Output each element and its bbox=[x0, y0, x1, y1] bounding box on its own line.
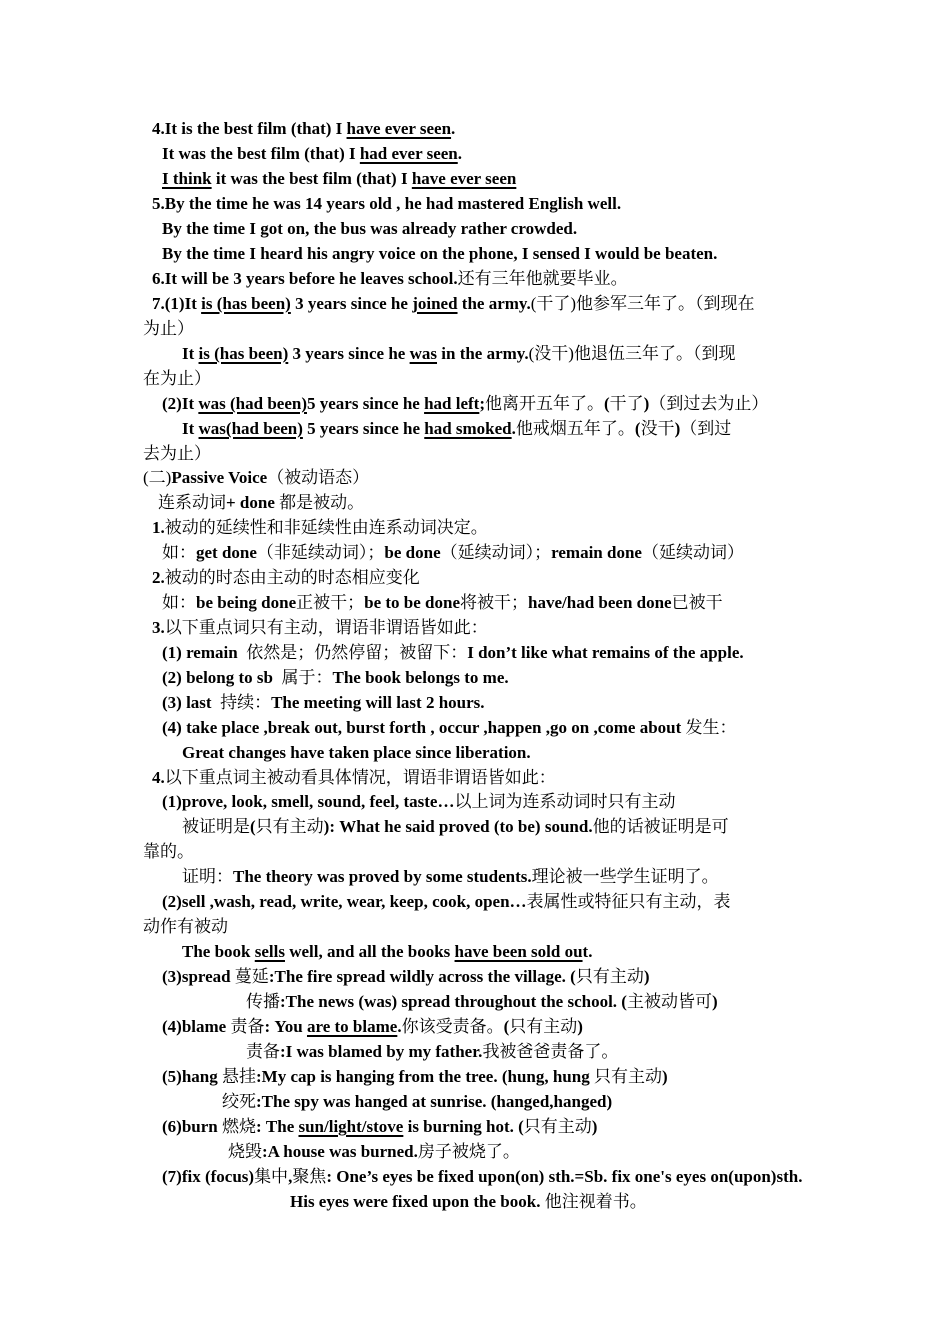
text-segment: 连系动词 bbox=[158, 493, 226, 512]
text-segment: : The bbox=[255, 1117, 299, 1136]
text-segment: 理论被一些学生证明了。 bbox=[531, 867, 719, 886]
text-line bbox=[162, 667, 509, 689]
text-segment: （被动语态） bbox=[267, 468, 370, 487]
text-segment: + done bbox=[226, 493, 280, 512]
text-segment: 6.It will be 3 years before he leaves school. bbox=[152, 269, 458, 288]
text-line bbox=[152, 118, 455, 140]
text-line bbox=[182, 418, 731, 440]
text-segment: (干了)他参军三年了。（到现在 bbox=[530, 294, 755, 313]
text-line bbox=[162, 218, 577, 240]
text-line bbox=[162, 791, 675, 813]
text-segment: (二) bbox=[143, 468, 172, 487]
text-segment: :The spy was hanged at sunrise. (hanged,hanged) bbox=[256, 1092, 613, 1111]
text-line bbox=[162, 393, 768, 415]
underlined-text: have ever seen bbox=[411, 169, 517, 188]
text-segment: in the army. bbox=[437, 344, 529, 363]
text-segment: 已被干 bbox=[671, 593, 723, 612]
underlined-text: have ever seen bbox=[346, 119, 452, 138]
text-segment: It bbox=[182, 419, 199, 438]
text-segment: ) bbox=[674, 419, 681, 438]
text-segment: 传播 bbox=[246, 992, 280, 1011]
text-segment: 责备 bbox=[246, 1042, 280, 1061]
text-line bbox=[152, 517, 488, 539]
text-segment: 只有主动 bbox=[523, 1117, 592, 1136]
text-line bbox=[290, 1191, 647, 1213]
text-line bbox=[182, 742, 531, 764]
text-segment: (4) take place ,break out, burst forth , occur ,happen ,go on ,come about bbox=[162, 718, 686, 737]
text-segment: 将被干； bbox=[460, 593, 529, 612]
text-line bbox=[162, 692, 485, 714]
text-segment: well, and all the books bbox=[284, 942, 455, 961]
text-segment: 烧毁 bbox=[228, 1142, 262, 1161]
text-segment: 我被爸爸责备了。 bbox=[482, 1042, 619, 1061]
text-segment: 2. bbox=[152, 568, 165, 587]
text-line bbox=[152, 767, 556, 789]
text-segment: 只有主动 bbox=[509, 1017, 578, 1036]
text-segment: （延续动词）； bbox=[440, 543, 552, 562]
text-segment: By the time I heard his angry voice on the phone, I sensed I would be beaten. bbox=[162, 244, 718, 263]
text-segment: 属于： bbox=[277, 668, 333, 687]
text-segment: 干了 bbox=[609, 394, 644, 413]
text-line bbox=[143, 916, 228, 938]
text-segment: 还有三年他就要毕业。 bbox=[457, 269, 628, 288]
text-segment: 5.By the time he was 14 years old , he had mastered English well. bbox=[152, 194, 622, 213]
text-segment: 只有主动 bbox=[255, 817, 324, 836]
text-line bbox=[162, 143, 462, 165]
underlined-text: is (has been) bbox=[201, 294, 291, 313]
text-line bbox=[222, 1091, 612, 1113]
text-segment: . bbox=[511, 419, 516, 438]
text-segment: 被证明是 bbox=[182, 817, 250, 836]
text-segment: 责备 bbox=[230, 1017, 265, 1036]
text-line bbox=[162, 1016, 583, 1038]
text-line bbox=[162, 966, 650, 988]
text-segment: the army. bbox=[457, 294, 531, 313]
text-segment: 在为止） bbox=[143, 369, 211, 388]
text-segment: ): bbox=[323, 817, 335, 836]
text-segment: is burning hot. ( bbox=[403, 1117, 524, 1136]
underlined-text: have been sold ou bbox=[454, 942, 583, 961]
text-segment: The theory was proved by some students. bbox=[233, 867, 532, 886]
underlined-text: joined bbox=[412, 294, 458, 313]
text-segment: (7)fix (focus) bbox=[162, 1167, 255, 1186]
text-segment: 7.(1)It bbox=[152, 294, 202, 313]
text-segment: Passive Voice bbox=[171, 468, 268, 487]
text-segment: What he said proved (to be) sound. bbox=[335, 817, 593, 836]
text-line bbox=[162, 642, 744, 664]
text-segment: 为止） bbox=[143, 319, 194, 338]
text-line bbox=[228, 1141, 520, 1163]
text-segment: 证明： bbox=[182, 867, 233, 886]
text-line bbox=[162, 891, 731, 913]
text-segment: The meeting will last 2 hours. bbox=[271, 693, 485, 712]
text-segment: be to be done bbox=[364, 593, 461, 612]
underlined-text: are to blame bbox=[306, 1017, 398, 1036]
text-segment: 没干 bbox=[640, 419, 675, 438]
text-segment: 1. bbox=[152, 518, 165, 537]
text-segment: ) bbox=[591, 1117, 598, 1136]
text-segment: :I was blamed by my father. bbox=[280, 1042, 483, 1061]
text-segment: 发生： bbox=[685, 718, 737, 737]
underlined-text: had ever seen bbox=[359, 144, 458, 163]
text-segment: ( bbox=[250, 817, 256, 836]
underlined-text: had left bbox=[424, 394, 480, 413]
text-line bbox=[162, 168, 516, 190]
text-segment: 他戒烟五年了。 bbox=[515, 419, 635, 438]
text-segment: (1) remain bbox=[162, 643, 242, 662]
text-segment: , bbox=[288, 1167, 293, 1186]
text-line bbox=[162, 542, 744, 564]
text-segment: 聚焦 bbox=[292, 1167, 327, 1186]
underlined-text: was(had been) bbox=[198, 419, 303, 438]
text-segment: 集中 bbox=[254, 1167, 289, 1186]
text-segment: (2) belong to sb bbox=[162, 668, 278, 687]
underlined-text: was (had been) bbox=[198, 394, 307, 413]
text-segment: be done bbox=[384, 543, 441, 562]
text-segment: have/had been done bbox=[528, 593, 672, 612]
text-segment: 正被干； bbox=[296, 593, 365, 612]
text-segment: 被动的延续性和非延续性由连系动词决定。 bbox=[164, 518, 488, 537]
text-segment: get done bbox=[196, 543, 257, 562]
text-segment: 你该受责备。 bbox=[401, 1017, 504, 1036]
text-line bbox=[143, 318, 194, 340]
text-segment: 如： bbox=[162, 543, 196, 562]
text-segment: 只有主动 bbox=[575, 967, 644, 986]
text-segment: 动作有被动 bbox=[143, 917, 228, 936]
text-segment: 5 years since he bbox=[302, 419, 425, 438]
underlined-text: I think bbox=[162, 169, 212, 188]
text-line bbox=[152, 617, 488, 639]
text-segment: It was the best film (that) I bbox=[162, 144, 360, 163]
text-segment: 持续： bbox=[215, 693, 272, 712]
text-line bbox=[152, 268, 628, 290]
text-line bbox=[182, 816, 729, 838]
text-segment: : One’s eyes be fixed upon(on) sth.=Sb. fix one's eyes on(upon)sth. bbox=[326, 1167, 803, 1186]
text-line bbox=[143, 841, 194, 863]
text-segment: I don’t like what remains of the apple. bbox=[467, 643, 744, 662]
text-segment: :The news (was) spread throughout the school. ( bbox=[280, 992, 627, 1011]
text-segment: 以下重点词主被动看具体情况，谓语非谓语皆如此： bbox=[164, 768, 556, 787]
text-segment: 蔓延 bbox=[234, 967, 269, 986]
text-segment: ( bbox=[634, 419, 641, 438]
text-segment: (没干)他退伍三年了。（到现 bbox=[528, 344, 736, 363]
text-line bbox=[143, 443, 211, 465]
text-segment: 如： bbox=[162, 593, 196, 612]
text-segment: ) bbox=[643, 967, 650, 986]
text-line bbox=[162, 1066, 668, 1088]
text-line bbox=[162, 1116, 597, 1138]
text-segment: 只有主动 bbox=[593, 1067, 662, 1086]
text-segment: 依然是；仍然停留；被留下： bbox=[241, 643, 468, 662]
text-segment: 靠的。 bbox=[143, 842, 194, 861]
text-segment: (2)It bbox=[162, 394, 199, 413]
text-segment: :A house was burned. bbox=[262, 1142, 418, 1161]
text-segment: 4.It is the best film (that) I bbox=[152, 119, 347, 138]
text-segment: 他离开五年了。 bbox=[485, 394, 604, 413]
text-segment: ) bbox=[577, 1017, 583, 1036]
text-line bbox=[162, 243, 717, 265]
underlined-text: is (has been) bbox=[198, 344, 289, 363]
text-segment: (5)hang bbox=[162, 1067, 222, 1086]
text-line bbox=[182, 941, 592, 963]
text-segment: 都是被动。 bbox=[279, 493, 365, 512]
text-segment: （延续动词） bbox=[641, 543, 744, 562]
text-segment: . bbox=[451, 119, 456, 138]
text-segment: 以上词为连系动词时只有主动 bbox=[454, 792, 676, 811]
text-segment: 悬挂 bbox=[221, 1067, 256, 1086]
text-segment: : You bbox=[264, 1017, 307, 1036]
text-line bbox=[152, 293, 755, 315]
text-segment: By the time I got on, the bus was already rather crowded. bbox=[162, 219, 578, 238]
underlined-text: was bbox=[409, 344, 438, 363]
text-segment: 他注视着书。 bbox=[540, 1192, 647, 1211]
text-segment: (1)prove, look, smell, sound, feel, taste… bbox=[162, 792, 455, 811]
text-segment: it was the best film (that) I bbox=[211, 169, 412, 188]
text-segment: His eyes were fixed upon the book. bbox=[290, 1192, 541, 1211]
text-segment: 房子被烧了。 bbox=[417, 1142, 520, 1161]
text-line bbox=[182, 343, 735, 365]
text-line bbox=[162, 717, 737, 739]
text-segment: 燃烧 bbox=[221, 1117, 256, 1136]
text-segment: :The fire spread wildly across the village. ( bbox=[268, 967, 576, 986]
text-segment: . bbox=[397, 1017, 402, 1036]
text-line bbox=[246, 1041, 618, 1063]
text-segment: 4. bbox=[152, 768, 165, 787]
text-segment: :My cap is hanging from the tree. (hung, hung bbox=[255, 1067, 594, 1086]
text-segment: (6)burn bbox=[162, 1117, 222, 1136]
text-segment: 主被动皆可 bbox=[626, 992, 712, 1011]
text-segment: ( bbox=[503, 1017, 510, 1036]
text-segment: (2)sell ,wash, read, write, wear, keep, cook, open… bbox=[162, 892, 527, 911]
text-segment: (3) last bbox=[162, 693, 216, 712]
text-line bbox=[162, 592, 723, 614]
text-line bbox=[162, 1166, 802, 1188]
text-line bbox=[143, 368, 211, 390]
text-segment: 他的话被证明是可 bbox=[592, 817, 729, 836]
text-segment: t. bbox=[582, 942, 593, 961]
text-segment: ( bbox=[604, 394, 610, 413]
text-line bbox=[152, 193, 621, 215]
text-segment: The book bbox=[182, 942, 255, 961]
text-segment: Great changes have taken place since liberation. bbox=[182, 743, 531, 762]
text-segment: 被动的时态由主动的时态相应变化 bbox=[164, 568, 420, 587]
text-segment: 5 years since he bbox=[306, 394, 425, 413]
text-segment: ) bbox=[711, 992, 718, 1011]
text-segment: 去为止） bbox=[143, 444, 211, 463]
text-segment: （到过去为止） bbox=[649, 394, 769, 413]
text-segment: It bbox=[182, 344, 199, 363]
text-segment: 以下重点词只有主动，谓语非谓语皆如此： bbox=[164, 618, 488, 637]
text-segment: （到过 bbox=[680, 419, 732, 438]
text-segment: The book belongs to me. bbox=[332, 668, 509, 687]
text-segment: remain done bbox=[551, 543, 642, 562]
text-segment: ; bbox=[479, 394, 485, 413]
text-segment: 绞死 bbox=[222, 1092, 256, 1111]
text-segment: . bbox=[457, 144, 462, 163]
text-segment: （非延续动词）； bbox=[256, 543, 385, 562]
underlined-text: sun/light/stove bbox=[298, 1117, 404, 1136]
text-line bbox=[152, 567, 420, 589]
text-segment: 3 years since he bbox=[288, 344, 410, 363]
underlined-text: sells bbox=[254, 942, 285, 961]
text-segment: 表属性或特征只有主动，表 bbox=[526, 892, 731, 911]
text-segment: ) bbox=[661, 1067, 668, 1086]
text-segment: (4)blame bbox=[162, 1017, 231, 1036]
text-segment: (3)spread bbox=[162, 967, 235, 986]
text-line bbox=[246, 991, 718, 1013]
text-segment: be being done bbox=[196, 593, 297, 612]
text-segment: ) bbox=[643, 394, 650, 413]
text-line bbox=[182, 866, 719, 888]
text-segment: 3 years since he bbox=[290, 294, 413, 313]
text-line bbox=[143, 467, 369, 489]
text-line bbox=[158, 492, 364, 514]
text-segment: 3. bbox=[152, 618, 165, 637]
underlined-text: had smoked bbox=[424, 419, 512, 438]
